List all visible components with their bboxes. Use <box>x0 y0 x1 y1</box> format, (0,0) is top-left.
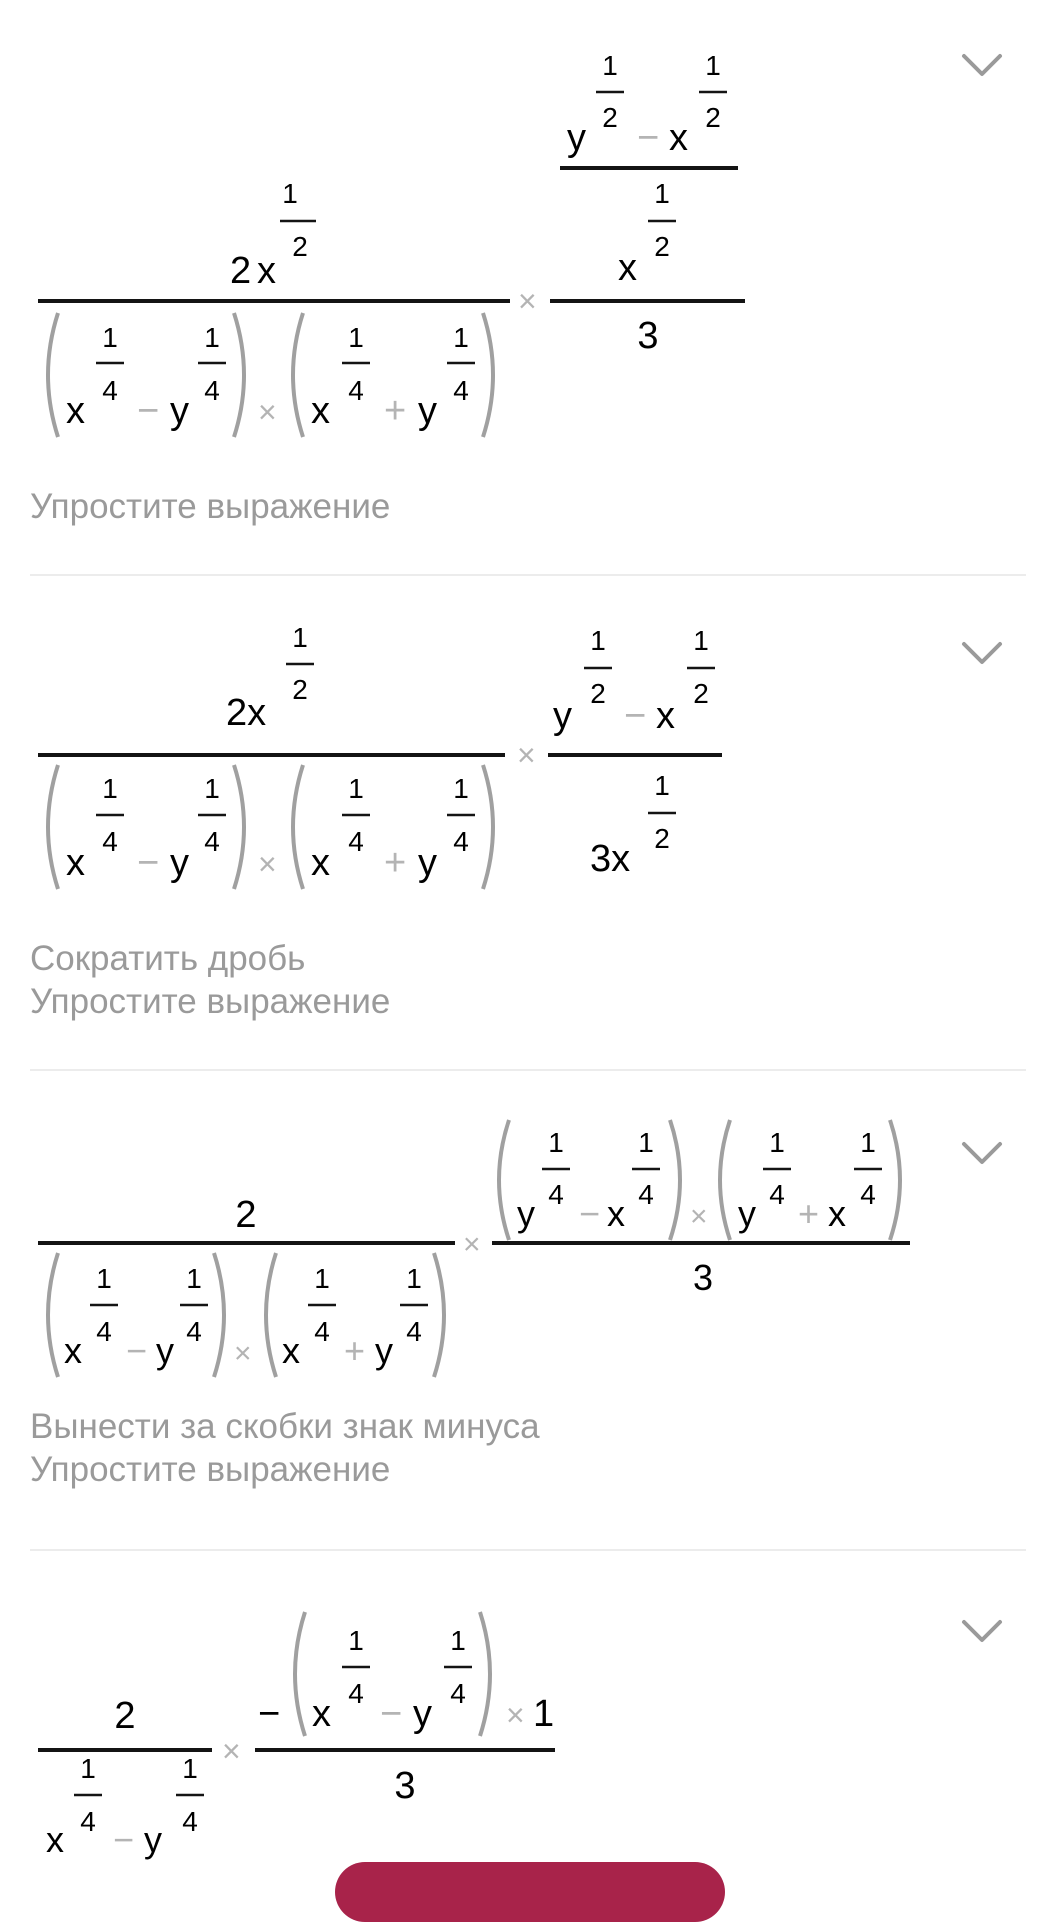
svg-text:1: 1 <box>348 1625 364 1656</box>
svg-text:4: 4 <box>102 826 118 857</box>
svg-text:1: 1 <box>590 625 606 656</box>
svg-text:1: 1 <box>638 1127 654 1158</box>
svg-text:−: − <box>258 1693 281 1735</box>
svg-text:−: − <box>137 842 160 884</box>
svg-text:4: 4 <box>453 826 469 857</box>
svg-text:1: 1 <box>548 1127 564 1158</box>
svg-text:+: + <box>798 1193 820 1234</box>
svg-text:2: 2 <box>693 678 709 709</box>
svg-text:1: 1 <box>406 1263 422 1294</box>
svg-text:1: 1 <box>314 1263 330 1294</box>
svg-text:−: − <box>137 390 160 432</box>
svg-text:1: 1 <box>693 625 709 656</box>
svg-text:y: y <box>418 390 437 432</box>
svg-text:y: y <box>553 695 572 737</box>
svg-text:3: 3 <box>637 315 659 357</box>
svg-text:−: − <box>113 1819 135 1860</box>
svg-text:x: x <box>66 390 85 432</box>
exp-den: 2 <box>292 231 308 262</box>
svg-text:3: 3 <box>692 1257 714 1298</box>
svg-text:x: x <box>669 117 688 159</box>
svg-text:1: 1 <box>860 1127 876 1158</box>
svg-text:×: × <box>234 1337 252 1370</box>
svg-text:4: 4 <box>860 1179 876 1210</box>
svg-text:4: 4 <box>80 1806 96 1837</box>
svg-text:4: 4 <box>182 1806 198 1837</box>
svg-text:y: y <box>418 842 437 884</box>
expression-3 <box>0 1070 1057 1405</box>
svg-text:y: y <box>170 842 189 884</box>
step-4[interactable] <box>0 1550 1057 1874</box>
svg-text:4: 4 <box>453 375 469 406</box>
primary-action-button[interactable] <box>335 1862 725 1922</box>
svg-text:1: 1 <box>348 322 364 353</box>
svg-text:4: 4 <box>204 826 220 857</box>
svg-text:×: × <box>517 737 536 773</box>
svg-text:1: 1 <box>348 773 364 804</box>
svg-text:4: 4 <box>348 1678 364 1709</box>
svg-text:x: x <box>618 247 637 289</box>
svg-text:−: − <box>126 1330 148 1371</box>
step-description: Упростите выражение <box>30 487 391 526</box>
step-description: Сократить дробь Упростите выражение <box>30 939 391 1021</box>
svg-text:−: − <box>579 1193 601 1234</box>
svg-text:1: 1 <box>533 1693 555 1735</box>
svg-text:y: y <box>413 1693 432 1735</box>
svg-text:1: 1 <box>204 773 220 804</box>
svg-text:x: x <box>282 1330 300 1371</box>
exp-num: 1 <box>282 178 298 209</box>
svg-text:2x: 2x <box>226 692 267 734</box>
svg-text:+: + <box>384 842 407 884</box>
svg-text:x: x <box>66 842 85 884</box>
svg-text:1: 1 <box>602 50 618 81</box>
svg-text:×: × <box>506 1697 525 1733</box>
svg-text:y: y <box>144 1819 162 1860</box>
svg-text:x: x <box>311 390 330 432</box>
svg-text:−: − <box>637 117 660 159</box>
svg-text:×: × <box>258 846 277 882</box>
svg-text:×: × <box>258 394 277 430</box>
svg-text:×: × <box>518 283 537 319</box>
chevron-down-icon[interactable] <box>960 1138 1004 1168</box>
svg-text:y: y <box>170 390 189 432</box>
svg-text:1: 1 <box>96 1263 112 1294</box>
svg-text:2: 2 <box>590 678 606 709</box>
svg-text:x: x <box>64 1330 82 1371</box>
svg-text:1: 1 <box>450 1625 466 1656</box>
svg-text:1: 1 <box>182 1753 198 1784</box>
svg-text:4: 4 <box>204 375 220 406</box>
svg-text:4: 4 <box>450 1678 466 1709</box>
chevron-down-icon[interactable] <box>960 50 1004 80</box>
svg-text:3x: 3x <box>590 838 631 880</box>
svg-text:2: 2 <box>654 231 670 262</box>
svg-text:2: 2 <box>602 102 618 133</box>
svg-text:x: x <box>46 1819 64 1860</box>
svg-text:x: x <box>312 1693 331 1735</box>
svg-text:×: × <box>463 1228 481 1261</box>
svg-text:+: + <box>344 1330 366 1371</box>
svg-text:1: 1 <box>292 622 308 653</box>
svg-text:1: 1 <box>453 322 469 353</box>
svg-text:4: 4 <box>406 1316 422 1347</box>
svg-text:×: × <box>690 1200 708 1233</box>
svg-text:x: x <box>828 1193 846 1234</box>
svg-text:4: 4 <box>102 375 118 406</box>
svg-text:y: y <box>738 1193 756 1234</box>
svg-text:1: 1 <box>102 773 118 804</box>
svg-text:y: y <box>517 1193 535 1234</box>
svg-text:4: 4 <box>314 1316 330 1347</box>
svg-text:1: 1 <box>102 322 118 353</box>
svg-text:y: y <box>567 117 586 159</box>
svg-text:2: 2 <box>292 674 308 705</box>
svg-text:x: x <box>311 842 330 884</box>
svg-text:1: 1 <box>654 770 670 801</box>
svg-text:1: 1 <box>80 1753 96 1784</box>
svg-text:4: 4 <box>638 1179 654 1210</box>
svg-text:4: 4 <box>348 375 364 406</box>
svg-text:3: 3 <box>394 1765 416 1807</box>
svg-text:4: 4 <box>348 826 364 857</box>
svg-text:4: 4 <box>96 1316 112 1347</box>
svg-text:1: 1 <box>654 178 670 209</box>
expression-4 <box>0 1550 1057 1874</box>
step-2[interactable] <box>0 575 1057 1070</box>
svg-text:1: 1 <box>186 1263 202 1294</box>
svg-text:×: × <box>222 1733 241 1769</box>
svg-text:y: y <box>156 1330 174 1371</box>
num-x: x <box>257 250 276 292</box>
step-1[interactable] <box>0 0 1057 575</box>
num-coef: 2 <box>230 250 252 292</box>
svg-text:1: 1 <box>705 50 721 81</box>
svg-text:+: + <box>384 390 407 432</box>
svg-text:1: 1 <box>769 1127 785 1158</box>
svg-text:4: 4 <box>186 1316 202 1347</box>
svg-text:4: 4 <box>769 1179 785 1210</box>
svg-text:2: 2 <box>114 1695 136 1737</box>
svg-text:1: 1 <box>453 773 469 804</box>
step-description: Вынести за скобки знак минуса Упростите выражение <box>30 1407 540 1489</box>
expression-2 <box>0 575 1057 920</box>
svg-text:1: 1 <box>204 322 220 353</box>
expression-1 <box>0 0 1057 460</box>
svg-text:x: x <box>607 1193 625 1234</box>
chevron-down-icon[interactable] <box>960 638 1004 668</box>
svg-text:−: − <box>624 695 647 737</box>
svg-text:4: 4 <box>548 1179 564 1210</box>
step-3[interactable] <box>0 1070 1057 1550</box>
svg-text:2: 2 <box>654 823 670 854</box>
svg-text:x: x <box>656 695 675 737</box>
svg-text:2: 2 <box>705 102 721 133</box>
svg-text:y: y <box>375 1330 393 1371</box>
svg-text:−: − <box>380 1693 403 1735</box>
svg-text:2: 2 <box>235 1194 257 1236</box>
chevron-down-icon[interactable] <box>960 1616 1004 1646</box>
